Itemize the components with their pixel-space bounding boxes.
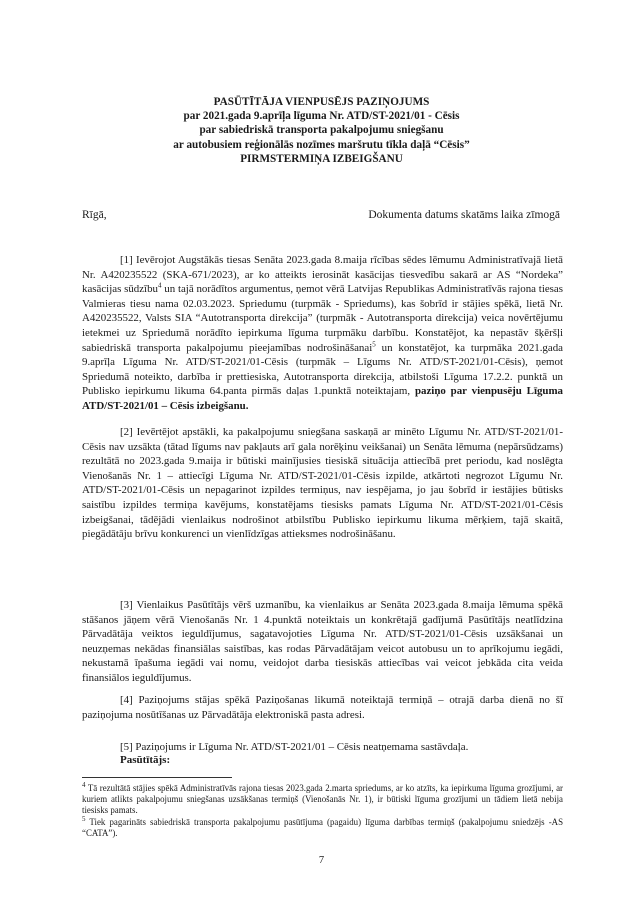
paragraph-4 xyxy=(82,693,563,722)
footnote-number: 5 xyxy=(82,814,86,823)
date-note: Dokumenta datums skatāms laika zīmogā xyxy=(368,209,560,221)
footnote-text: Tiek pagarināts sabiedriskā transporta pakalpojumu pasūtījuma (pagaidu) līguma darbības termiņš (pakalpojumu sniedzējs -AS “CATA”). xyxy=(82,816,563,838)
footnote-number: 4 xyxy=(82,781,86,790)
footnote-item xyxy=(82,783,563,817)
title-line: PASŪTĪTĀJA VIENPUSĒJS PAZIŅOJUMS xyxy=(213,96,430,108)
paragraph-2-text: [2] Ievērtējot apstākli, ka pakalpojumu sniegšana saskaņā ar minēto Līgumu Nr. ATD/ST-2021/01-Cēsis nav uzsākta (tātad līgums nav pakļauts arī gala norēķinu veikšanai) un Senāta lēmuma (nepārsūdzams) rezultātā no 2023.gada 9.maija ir būtiski mainījusies tiesiskā situācija attiecībā pret periodu, kad noslēgta Vienošanās Nr. 1 – attiecīgi Līguma Nr. ATD/ST-2021/01-Cēsis izpilde, atkārtoti negrozot Līgumu Nr. ATD/ST-2021/01-Cēsis un nepagarinot izpildes termiņus, nav iespējama, jo jau šobrīd ir iestājies būtisks saistību izpildes termiņa kavējums, konstatējams tiesisks pamats Līguma Nr. ATD/ST-2021/01-Cēsis izbeigšanai, tādējādi vienlaikus nodrošinot atbilstību Publisko iepirkumu likuma mērķiem, tajā skaitā, piegādātāju brīvu konkurenci un vienlīdzīgas attieksmes nodrošināšanu. xyxy=(82,426,563,541)
paragraph-1-text-b: un tajā norādītos argumentus, ņemot vērā Latvijas Republikas Administratīvās rajona tiesas Valmieras tiesu nama 02.03.2023. Spriedumu (turpmāk - Spriedums), kas šobrīd ir stājies spēkā, lietā Nr. A420235522, Valsts SIA “Autotransporta direkcija” (turpmāk - Autotransporta direkcija) veica novērtējumu ietekmei uz Spriedumā norādīto iepirkuma līguma turpmāku darbību. Konstatējot, ka nepastāv šķēršļi sabiedriskā transporta pakalpojumu pieejamības nodrošināšanai xyxy=(82,283,563,354)
paragraph-1-text-c: un konstatējot, ka turpmāka 2021.gada 9.aprīļa Līguma Nr. ATD/ST-2021/01-Cēsis (turpmāk – Līgums Nr. ATD/ST-2021/01-Cēsis), ņemot Spriedumā noteikto, darbība ir prettiesiska, Autotransporta direkcija, atbilstoši Līguma 17.2.2. punktā un Publisko iepirkumu likuma 64.panta pirmās daļas 1.punktā noteiktajam, xyxy=(82,341,563,398)
paragraph-2 xyxy=(82,425,563,542)
paragraph-5-text: [5] Paziņojums ir Līguma Nr. ATD/ST-2021/01 – Cēsis neatņemama sastāvdaļa. xyxy=(120,741,469,753)
place-label: Rīgā, xyxy=(82,209,107,221)
footnote-text: Tā rezultātā stājies spēkā Administratīvās rajona tiesas 2023.gada 2.marta spriedums, ar ko atzīts, ka iepirkuma līguma grozījumi, ar kuriem atlikts pakalpojumu sniegšanas uzsākšanas termiņš (Vienošanās Nr. 1), ir būtiski līguma grozījumi un tādiem lietā nebija tiesisks pamats. xyxy=(82,783,563,816)
paragraph-3 xyxy=(82,598,563,686)
paragraph-4-text: [4] Paziņojums stājas spēkā Paziņošanas likumā noteiktajā termiņā – otrajā darba dienā no šī paziņojuma nosūtīšanas uz Pārvadātāja elektroniskā pasta adresi. xyxy=(82,694,563,721)
paragraph-1 xyxy=(82,253,563,414)
paragraph-1-text-a: [1] Ievērojot Augstākās tiesas Senāta 2023.gada 8.maija rīcības sēdes lēmumu Administratīvajā lietā Nr. A420235522 (SKA-671/2023), ar ko atteikts ierosināt kasācijas tiesvedību sakarā ar AS “Nordeka” kasācijas sūdzību xyxy=(82,254,563,296)
footnotes xyxy=(82,783,563,839)
footnote-ref: 4 xyxy=(157,281,162,290)
paragraph-5 xyxy=(82,740,563,755)
paragraph-1-bold: paziņo par vienpusēju Līguma ATD/ST-2021/01 – Cēsis izbeigšanu. xyxy=(82,385,563,412)
title-line: ar autobusiem reģionālās nozīmes maršrutu tīkla daļā “Cēsis” xyxy=(173,138,470,151)
page-number: 7 xyxy=(318,855,325,866)
title-line: par 2021.gada 9.aprīļa līguma Nr. ATD/ST-2021/01 - Cēsis xyxy=(183,110,460,123)
signature-label: Pasūtītājs: xyxy=(120,754,171,766)
footnote-item xyxy=(82,814,563,839)
footnote-separator xyxy=(82,777,232,778)
document-title xyxy=(80,95,563,166)
paragraph-3-text: [3] Vienlaikus Pasūtītājs vērš uzmanību, ka vienlaikus ar Senāta 2023.gada 8.maija lēmuma spēkā stāšanos jāņem vērā Vienošanās Nr. 1 4.punktā noteiktais un konkrētajā gadījumā Pasūtītājs neatlīdzina Pārvadātāja veiktos ieguldījumus, sagatavojoties Līguma Nr. ATD/ST-2021/01-Cēsis uzsākšanai un neuzņemas nekādas finansiālas saistības, kas rodas Pārvadātājam veicot autobusu un to aprīkojumu iegādi, nekustamā īpašuma iegādi vai nomu, veidojot darba tiesiskās attiecības vai veicot jebkāda cita veida finansiālos ieguldījumus. xyxy=(82,599,563,684)
title-line: par sabiedriskā transporta pakalpojumu sniegšanu xyxy=(199,124,444,137)
title-line: PIRMSTERMIŅA IZBEIGŠANU xyxy=(240,152,403,165)
footnote-ref: 5 xyxy=(372,339,376,348)
